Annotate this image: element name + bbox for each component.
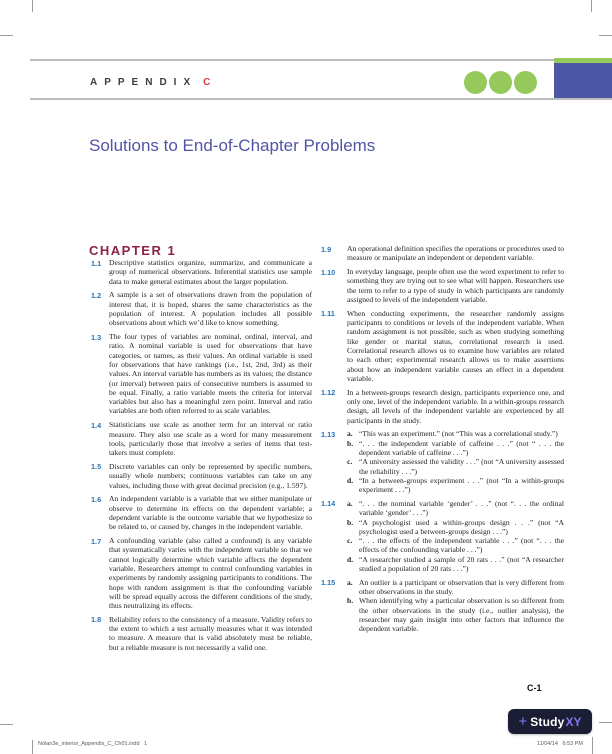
watermark-brand-text: Study [530,714,565,729]
header-corner-banner [554,58,612,98]
part-text: “A psychologist used a within-groups design . . .” (not “A psychologist used a between-groups design . . .”) [359,517,564,536]
item-number: 1.2 [91,290,102,300]
solution-subpart [347,429,564,438]
part-text: “A university assessed the validity . . .” (not “A university assessed the reliability . . .”) [359,457,564,476]
part-label: d. [347,475,354,485]
part-label: b. [347,596,354,606]
part-label: a. [347,498,353,508]
appendix-label: APPENDIX [90,77,198,88]
solution-subpart [347,596,564,633]
part-text: “This was an experiment.” (not “This was a correlational study.”) [359,429,558,439]
part-text: “A researcher studied a sample of 20 rats . . .” (not “A researcher studied a population of 20 rats . . .”) [359,554,564,573]
part-label: c. [347,536,353,546]
header-rule-top [30,59,612,61]
solutions-column-right [321,244,564,638]
page-title: Solutions to End-of-Chapter Problems [89,136,376,155]
solution-item [91,332,312,416]
part-label: a. [347,429,353,439]
header-dots-ornament [464,71,537,94]
solution-item [321,388,564,425]
item-text: When conducting experiments, the researcher randomly assigns participants to conditions or levels of the independent variable. When random assignment is not possible, such as when studying something like gender or marital status, correlational research is used. Correlational research allows us to examine how variables are related to each other; experimental research allows us to make assertions about how an independent variable causes an effect in a dependent variable. [347,308,564,383]
chapter-heading: CHAPTER 1 [89,243,177,258]
part-label: a. [347,577,353,587]
part-label: c. [347,457,353,467]
item-text: A confounding variable (also called a confound) is any variable that systematically varies with the independent variable so that we cannot logically determine which variable affects the dependent variable. Researchers attempt to control confounding variables in experiments by randomly assigning participants to conditions. The hope with random assignment is that the confounding variable will be spread equally across the different conditions of the study, thus neutralizing its effects. [109,536,312,611]
item-text: Discrete variables can only be represented by specific numbers, usually whole numbers; continuous variables can take on any values, including those with great decimal precision (e.g., 1.597). [109,461,312,490]
item-number: 1.5 [91,462,102,472]
item-text: A sample is a set of observations drawn from the population of interest that, it is hoped, shares the same characteristics as the population of interest. A population includes all possible observations about which we’d like to know something. [109,290,312,328]
part-label: b. [347,438,354,448]
crop-mark [32,740,33,754]
solution-item [91,290,312,327]
part-label: d. [347,554,354,564]
solution-item [321,429,564,494]
solution-item [321,244,564,263]
studyxy-watermark [508,709,592,734]
crop-mark [599,35,612,36]
crop-mark [591,0,592,12]
solution-item [321,578,564,634]
solution-item [91,420,312,457]
item-number: 1.6 [91,494,102,504]
item-text: Descriptive statistics organize, summarize, and communicate a group of numerical observations. Inferential statistics use sample data to make general estimates about the larger population. [109,258,312,286]
item-number: 1.3 [91,332,102,342]
solution-subpart [347,555,564,574]
item-text: In everyday language, people often use the word experiment to refer to something they are trying out to see what will happen. Researchers use the term to refer to a type of study in which participants are randomly assigned to levels of the independent variable. [347,267,564,304]
item-text: An operational definition specifies the operations or procedures used to measure or manipulate an independent or dependent variable. [347,244,564,263]
item-number: 1.9 [321,244,332,254]
solution-subpart [347,499,564,518]
green-dot-icon [514,71,537,94]
part-text: “In a between-groups experiment . . .” (not “In a within-groups experiment . . .”) [359,475,564,495]
solution-subpart [347,439,564,458]
part-text: An outlier is a participant or observation that is very different from other observations in the study. [359,577,564,597]
item-text: An independent variable is a variable that we either manipulate or observe to determine its effects on the dependent variable; a dependent variable is the outcome variable that we hypothesize to be related to, or caused by, changes in the independent variable. [109,494,312,532]
item-number: 1.11 [321,309,335,319]
solution-item [91,258,312,286]
green-dot-icon [464,71,487,94]
slug-filename: Nolan3e_interior_Appendix_C_Ch01.indd 1 [38,741,148,747]
slug-datetime: 11/04/14 6:53 PM [536,741,583,747]
item-number: 1.4 [91,420,102,430]
item-number: 1.13 [321,429,336,439]
part-text: “. . . the effects of the independent variable . . .” (not “. . . the effects of the confounding variable . . .”) [359,536,564,555]
solution-subpart [347,457,564,476]
item-number: 1.8 [91,615,102,625]
plus-icon: + [518,713,528,730]
banner-blue-block [554,63,612,98]
green-dot-icon [489,71,512,94]
solution-subpart [347,476,564,495]
appendix-letter: C [203,77,218,88]
solution-item [321,309,564,383]
crop-mark [32,0,33,12]
item-text: In a between-groups research design, participants experience one, and only one, level of the independent variable. In a within-groups research design, all levels of the independent variable are experienced by all participants in the study. [347,387,564,425]
item-number: 1.12 [321,388,336,398]
item-text: Statisticians use scale as another term for an interval or ratio measure. They also use scale as a word for many measurement tools, particularly those that involve a series of items that test-takers must complete. [109,420,312,458]
solution-subpart [347,536,564,555]
solution-subpart [347,518,564,537]
part-text: When identifying why a particular observation is so different from the other observations in the study (i.e., outlier analysis), the researcher may gain insight into other factors that influence the dependent variable. [359,596,564,634]
solution-item [91,536,312,610]
crop-mark [592,737,593,754]
item-number: 1.1 [91,258,102,268]
part-text: “. . . the independent variable of caffeine . . .” (not “ . . . the dependent variable of caffeine . . .”) [359,438,564,457]
solution-item [91,615,312,652]
item-text: The four types of variables are nominal, ordinal, interval, and ratio. A nominal variable is used for observations that have categories, or names, as their values. An ordinal variable is used for observations that have rankings (i.e., 1st, 2nd, 3rd) as their values. An interval variable has numbers as its values; the distance (or interval) between pairs of consecutive numbers is assumed to be equal. Finally, a ratio variable meets the criteria for interval variables but also has a meaningful zero point. Interval and ratio variables are both often referred to as scale variables. [109,332,312,416]
solution-item [321,267,564,304]
part-label: b. [347,517,354,527]
solution-item [91,494,312,531]
solution-item [321,499,564,573]
crop-mark [0,724,13,725]
solution-subpart [347,578,564,597]
watermark-brand-suffix: XY [565,714,582,729]
crop-mark [0,35,13,36]
header-rule-bottom [30,98,612,100]
item-number: 1.7 [91,536,102,546]
item-number: 1.14 [321,499,336,509]
part-text: “. . . the nominal variable ‘gender’ . . .” (not “. . . the ordinal variable ‘gender’ . . .”) [359,498,564,518]
solutions-column-left [91,258,312,657]
solution-item [91,462,312,490]
page-number: C-1 [527,683,542,693]
item-number: 1.10 [321,267,336,277]
crop-mark [599,722,612,723]
item-text: Reliability refers to the consistency of a measure. Validity refers to the extent to which a test actually measures what it was intended to measure. A measure that is valid absolutely must be reliable, but a reliable measure is not necessarily a valid one. [109,614,312,652]
running-head [90,77,217,88]
item-number: 1.15 [321,578,336,588]
